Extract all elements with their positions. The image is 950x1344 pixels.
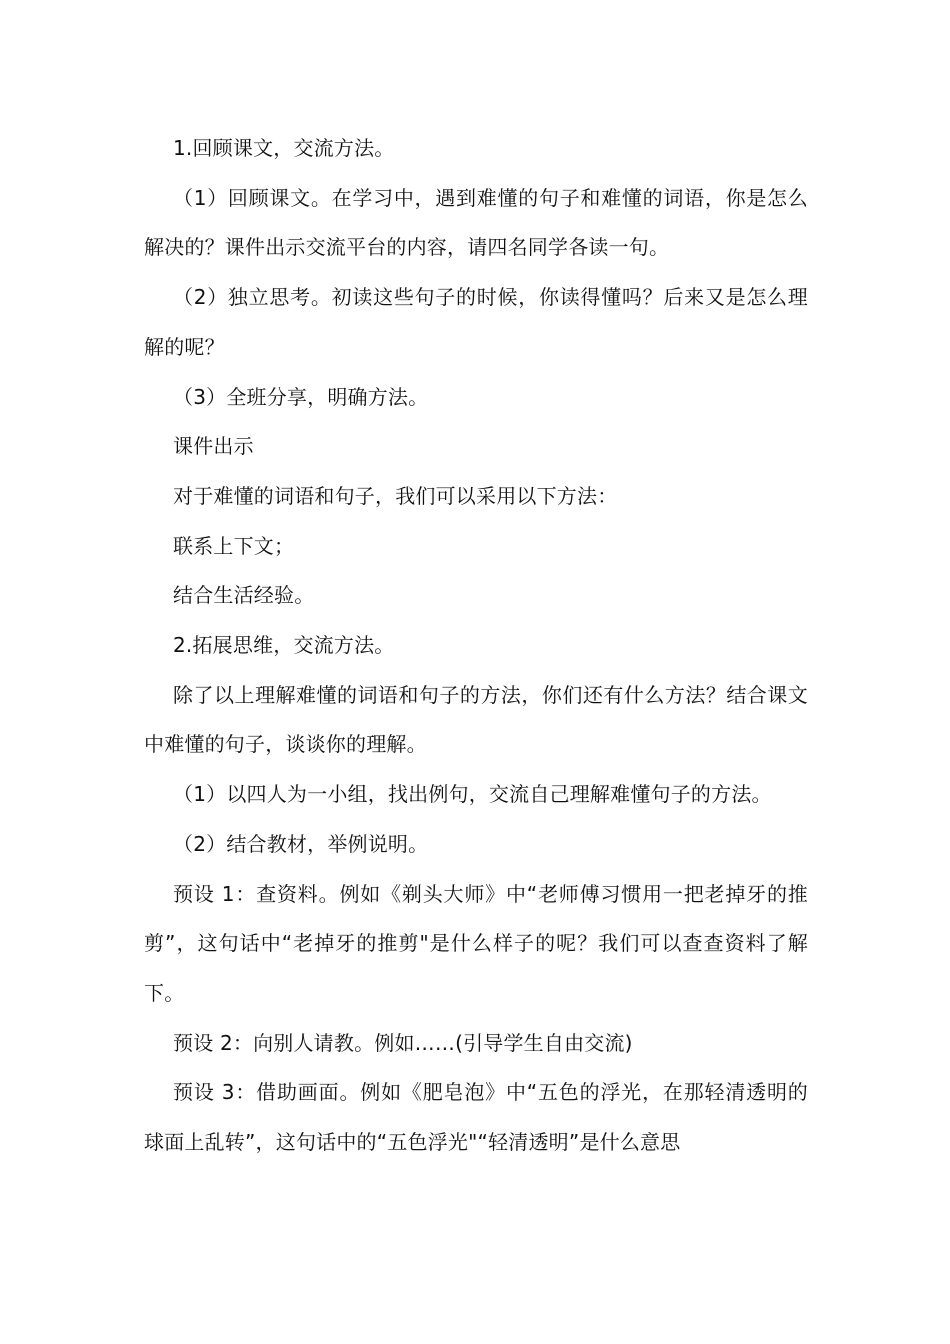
paragraph-courseware-label: 课件出示: [173, 434, 254, 459]
paragraph-preset-1: 预设 1：查资料。例如《剃头大师》中“老师傅习惯用一把老掉牙的推剪”，这句话中“老掉牙的推剪"是什么样子的呢？我们可以查查资料了解下。: [144, 881, 808, 1005]
paragraph-textbook-example: （2）结合教材，举例说明。: [173, 831, 429, 856]
paragraph-heading-2: 2.拓展思维，交流方法。: [173, 633, 395, 658]
paragraph-class-sharing: （3）全班分享，明确方法。: [173, 384, 429, 409]
paragraph-method-context: 联系上下文；: [173, 533, 295, 558]
paragraph-methods-intro: 对于难懂的词语和句子，我们可以采用以下方法：: [173, 483, 618, 508]
paragraph-preset-3: 预设 3：借助画面。例如《肥皂泡》中“五色的浮光，在那轻清透明的球面上乱转”，这句话中的“五色浮光"“轻清透明”是什么意思: [144, 1080, 808, 1155]
paragraph-independent-thinking: （2）独立思考。初读这些句子的时候，你读得懂吗？后来又是怎么理解的呢？: [144, 285, 808, 359]
paragraph-review-text: （1）回顾课文。在学习中，遇到难懂的句子和难懂的词语，你是怎么解决的？课件出示交流平台的内容，请四名同学各读一句。: [144, 185, 808, 260]
paragraph-heading-1: 1.回顾课文，交流方法。: [173, 136, 395, 160]
document-body: [144, 124, 808, 1168]
paragraph-method-experience: 结合生活经验。: [173, 583, 315, 608]
paragraph-preset-2: 预设 2：向别人请教。例如……(引导学生自由交流): [173, 1030, 633, 1055]
paragraph-other-methods: 除了以上理解难懂的词语和句子的方法，你们还有什么方法？结合课文中难懂的句子，谈谈你的理解。: [144, 682, 808, 757]
paragraph-group-discussion: （1）以四人为一小组，找出例句，交流自己理解难懂句子的方法。: [173, 782, 772, 807]
